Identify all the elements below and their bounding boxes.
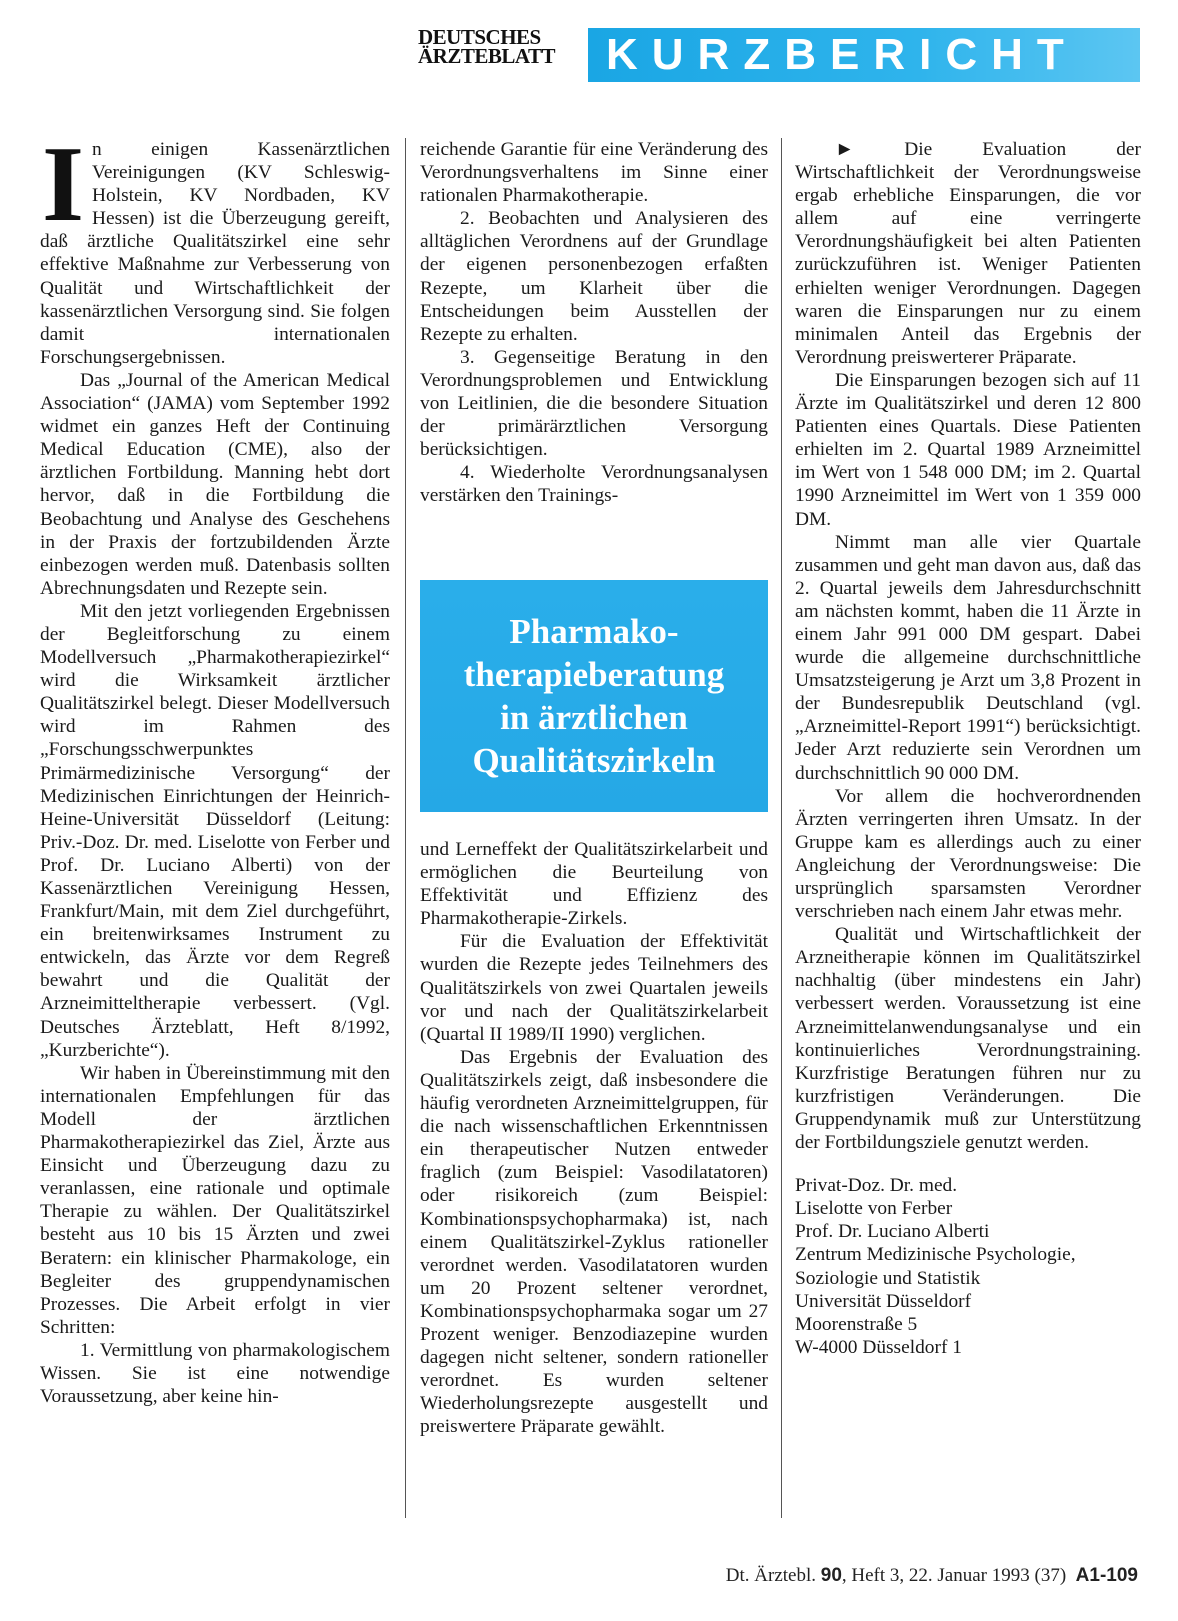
article-paragraph: Für die Evaluation der Effektivität wurden die Rezepte jedes Teilnehmers des Qualitätszirkels von zwei Quartalen jeweils vor und nach der Qualitätszirkelarbeit (Quartal II 1989/II 1990) verglichen.: [420, 931, 768, 1045]
signature-line: Liselotte von Ferber: [795, 1198, 953, 1220]
article-paragraph: 4. Wiederholte Verordnungsanalysen verstärken den Trainings-: [420, 462, 768, 507]
article-headline: [464, 610, 725, 782]
masthead-line-2: ÄRZTEBLATT: [418, 44, 555, 68]
signature-line: Soziologie und Statistik: [795, 1267, 981, 1289]
column-divider: [405, 138, 406, 1518]
article-paragraph: reichende Garantie für eine Veränderung des Verordnungsverhaltens im Sinne einer rationalen Pharmakotherapie.: [420, 139, 768, 207]
headline-line: therapieberatung: [463, 655, 725, 694]
section-banner: [588, 28, 1140, 82]
journal-masthead: [418, 25, 578, 68]
signature-line: Moorenstraße 5: [795, 1313, 918, 1335]
drop-cap: I: [42, 125, 85, 244]
headline-line: in ärztlichen: [500, 698, 688, 737]
article-paragraph: Vor allem die hochverordnenden Ärzten verringerten ihren Umsatz. In der Gruppe kam es allerdings auch zu einer Angleichung der Verordnungsweise: Die ursprünglich sparsamsten Verordner verschrieben nach einem Jahr etwas mehr.: [795, 785, 1141, 923]
article-paragraph: 2. Beobachten und Analysieren des alltäglichen Verordnens auf der Grundlage der eigenen personenbezogen erfaßten Rezepte, um Klarheit über die Entscheidungen beim Ausstellen der Rezepte zu erhalten.: [420, 208, 768, 345]
article-paragraph: 3. Gegenseitige Beratung in den Verordnungsproblemen und Entwicklung von Leitlinien, die die besondere Situation der primärärztlichen Versorgung berücksichtigen.: [420, 346, 768, 461]
article-paragraph: ► Die Evaluation der Wirtschaftlichkeit der Verordnungsweise ergab erhebliche Einsparungen, die vor allem auf eine verringerte Verordnungshäufigkeit bei alten Patienten zurückzuführen ist. Weniger Patienten erhielten weniger Verordnungen. Dagegen waren die Einsparungen nur zu einem minimalen Anteil das Ergebnis der Verordnung preiswerterer Präparate.: [795, 139, 1141, 368]
column-divider: [781, 138, 782, 1518]
article-column-2: [420, 138, 768, 508]
article-paragraph: 1. Vermittlung von pharmakologischem Wissen. Sie ist eine notwendige Voraussetzung, aber keine hin-: [40, 1339, 390, 1408]
signature-line: Universität Düsseldorf: [795, 1290, 972, 1312]
footer-volume: 90: [820, 1565, 842, 1586]
article-column-1: [40, 125, 390, 1408]
section-banner-label: KURZBERICHT: [606, 30, 1078, 79]
article-column-3: [795, 138, 1141, 1359]
headline-line: Qualitätszirkeln: [472, 741, 716, 780]
page-number: A1-109: [1075, 1565, 1138, 1586]
article-paragraph: Nimmt man alle vier Quartale zusammen und geht man davon aus, daß das 2. Quartal jeweils dem Jahresdurchschnitt am nächsten kommt, haben die 11 Ärzte in einem Jahr 991 000 DM gespart. Dabei wurde die allgemeine durchschnittliche Umsatzsteigerung je Arzt um 3,8 Prozent in der Bundesrepublik Deutschland (vgl. „Arzneimittel-Report 1991“) berücksichtigt. Jeder Arzt reduzierte sein Verordnen um durchschnittlich 90 000 DM.: [795, 531, 1141, 784]
footer-citation: Dt. Ärztebl.: [725, 1565, 821, 1586]
article-paragraph: Das „Journal of the American Medical Association“ (JAMA) vom September 1992 widmet ein ganzes Heft der Continuing Medical Education (CME), also der ärztlichen Fortbildung. Manning hebt dort hervor, daß in die Fortbildung die Beobachtung und Analyse des Geschehens in der Praxis der fortzubildenden Ärzte einbezogen werden muß. Datenbasis sollten Abrechnungsdaten und Rezepte sein.: [40, 369, 390, 599]
headline-line: Pharmako-: [509, 612, 679, 651]
article-paragraph: Wir haben in Übereinstimmung mit den internationalen Empfehlungen für das Modell der ärztlichen Pharmakotherapiezirkel das Ziel, Ärzte aus Einsicht und Überzeugung dazu zu veranlassen, eine rationale und optimale Therapie zu wählen. Der Qualitätszirkel besteht aus 10 bis 15 Ärzten und zwei Beratern: ein klinischer Pharmakologe, ein Begleiter des gruppendynamischen Prozesses. Die Arbeit erfolgt in vier Schritten:: [40, 1062, 390, 1338]
page-footer: [726, 1565, 1138, 1587]
footer-issue: , Heft 3, 22. Januar 1993 (37): [841, 1565, 1067, 1586]
article-paragraph: Qualität und Wirtschaftlichkeit der Arzneitherapie können im Qualitätszirkel nachhaltig (über mindestens ein Jahr) verbessert werden. Voraussetzung ist eine Arzneimittelanwendungsanalyse und ein kontinuierliches Verordnungstraining. Kurzfristige Beratungen führen nur zu kurzfristigen Veränderungen. Die Gruppendynamik muß zur Unterstützung der Fortbildungsziele genutzt werden.: [795, 924, 1141, 1154]
headline-box: [420, 580, 768, 812]
signature-line: Zentrum Medizinische Psychologie,: [795, 1244, 1076, 1266]
article-paragraph: Das Ergebnis der Evaluation des Qualitätszirkels zeigt, daß insbesondere die häufig verordneten Arzneimittelgruppen, für die nach wissenschaftlichen Erkenntnissen ein therapeutischer Nutzen entweder fraglich (zum Beispiel: Vasodilatatoren) oder risikoreich (zum Beispiel: Kombinationspsychopharmaka) ist, nach einem Qualitätszirkel-Zyklus rationeller verordnet werden. Vasodilatatoren wurden um 20 Prozent seltener verordnet, Kombinationspsychopharmaka sogar um 27 Prozent weniger. Benzodiazepine wurden dagegen nicht seltener, sondern rationeller verordnet. Es wurden seltener Wiederholungsrezepte ausgestellt und preiswertere Präparate gewählt.: [420, 1046, 768, 1438]
article-paragraph: und Lerneffekt der Qualitätszirkelarbeit und ermöglichen die Beurteilung von Effektivität und Effizienz des Pharmakotherapie-Zirkels.: [420, 839, 768, 930]
signature-line: Prof. Dr. Luciano Alberti: [795, 1221, 990, 1243]
signature-line: W-4000 Düsseldorf 1: [795, 1336, 962, 1358]
paragraph-text: n einigen Kassenärztlichen Vereinigungen (KV Schleswig-Holstein, KV Nordbaden, KV Hessen) ist die Überzeugung gereift, daß ärztliche Qualitätszirkel eine sehr effektive Maßnahme zur Verbesserung von Qualität und Wirtschaftlichkeit der kassenärztlichen Versorgung sind. Sie folgen damit internationalen Forschungsergebnissen.: [40, 139, 390, 368]
signature-line: Privat-Doz. Dr. med.: [795, 1175, 958, 1197]
article-paragraph: Die Einsparungen bezogen sich auf 11 Ärzte im Qualitätszirkel und deren 12 800 Patienten eines Quartals. Diese Patienten erhielten im 2. Quartal 1989 Arzneimittel im Wert von 1 548 000 DM; im 2. Quartal 1990 Arzneimittel im Wert von 1 359 000 DM.: [795, 369, 1141, 530]
article-column-2-lower: [420, 838, 768, 1438]
article-paragraph: [40, 125, 390, 369]
author-signature: [795, 1174, 1141, 1359]
masthead-line-1: DEUTSCHES: [418, 25, 541, 49]
article-paragraph: Mit den jetzt vorliegenden Ergebnissen der Begleitforschung zu einem Modellversuch „Pharmakotherapiezirkel“ wird die Wirksamkeit ärztlicher Qualitätszirkel belegt. Dieser Modellversuch wird im Rahmen des „Forschungsschwerpunktes Primärmedizinische Versorgung“ der Medizinischen Einrichtungen der Heinrich-Heine-Universität Düsseldorf (Leitung: Priv.-Doz. Dr. med. Liselotte von Ferber und Prof. Dr. Luciano Alberti) von der Kassenärztlichen Vereinigung Hessen, Frankfurt/Main, mit dem Ziel durchgeführt, ein breitenwirksames Instrument zu entwickeln, das Ärzte vor dem Regreß bewahrt und die Qualität der Arzneimitteltherapie verbessert. (Vgl. Deutsches Ärzteblatt, Heft 8/1992, „Kurzberichte“).: [40, 600, 390, 1061]
